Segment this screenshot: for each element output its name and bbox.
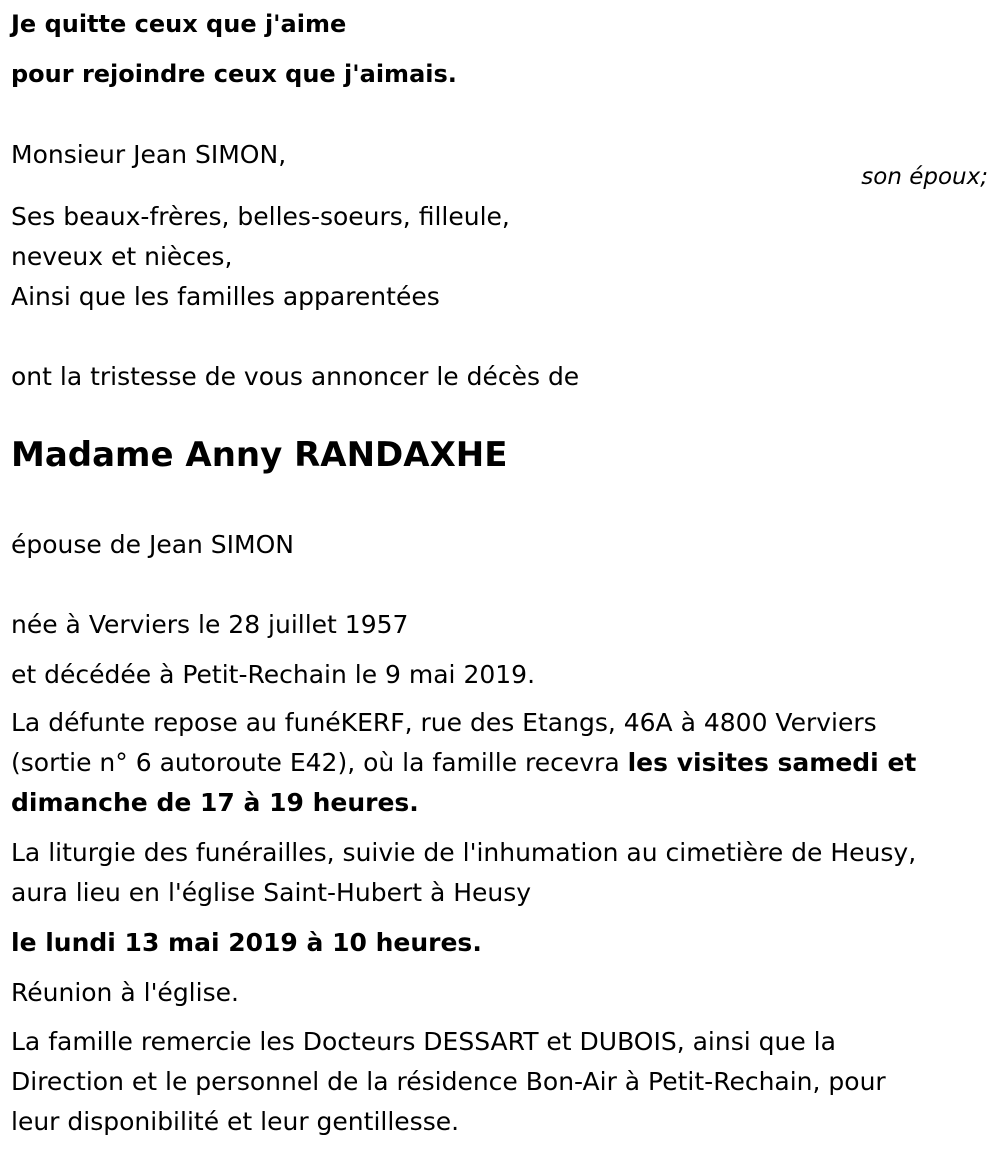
funeral-line-2: aura lieu en l'église Saint-Hubert à Heusy (11, 878, 532, 907)
relatives-line-1: Ses beaux-frères, belles-soeurs, filleule, (11, 202, 510, 231)
spouse-role: son époux; (861, 164, 988, 190)
thanks-line-2: Direction et le personnel de la résidence Bon-Air à Petit-Rechain, pour (11, 1067, 886, 1096)
visitation-line-1: La défunte repose au funéKERF, rue des Etangs, 46A à 4800 Verviers (11, 708, 877, 737)
epigraph-line-1: Je quitte ceux que j'aime (11, 10, 347, 38)
relatives-line-2: neveux et nièces, (11, 242, 233, 271)
relatives-line-3: Ainsi que les familles apparentées (11, 282, 440, 311)
funeral-line-1: La liturgie des funérailles, suivie de l'inhumation au cimetière de Heusy, (11, 838, 917, 867)
visitation-line-3: dimanche de 17 à 19 heures. (11, 788, 419, 817)
deceased-name: Madame Anny RANDAXHE (11, 435, 508, 475)
birth-info: née à Verviers le 28 juillet 1957 (11, 610, 409, 639)
spouse-of: épouse de Jean SIMON (11, 530, 294, 559)
funeral-date: le lundi 13 mai 2019 à 10 heures. (11, 928, 482, 957)
death-info: et décédée à Petit-Rechain le 9 mai 2019. (11, 660, 536, 689)
visitation-hours-bold: les visites samedi et (627, 748, 917, 777)
thanks-line-1: La famille remercie les Docteurs DESSART et DUBOIS, ainsi que la (11, 1027, 836, 1056)
thanks-line-3: leur disponibilité et leur gentillesse. (11, 1107, 460, 1136)
epigraph-line-2: pour rejoindre ceux que j'aimais. (11, 60, 457, 88)
funeral-meeting: Réunion à l'église. (11, 978, 239, 1007)
visitation-line-2 (11, 748, 916, 778)
spouse-name: Monsieur Jean SIMON, (11, 140, 287, 169)
visitation-line-2-text: (sortie n° 6 autoroute E42), où la famille recevra (11, 748, 628, 777)
announcement-text: ont la tristesse de vous annoncer le décès de (11, 362, 580, 391)
